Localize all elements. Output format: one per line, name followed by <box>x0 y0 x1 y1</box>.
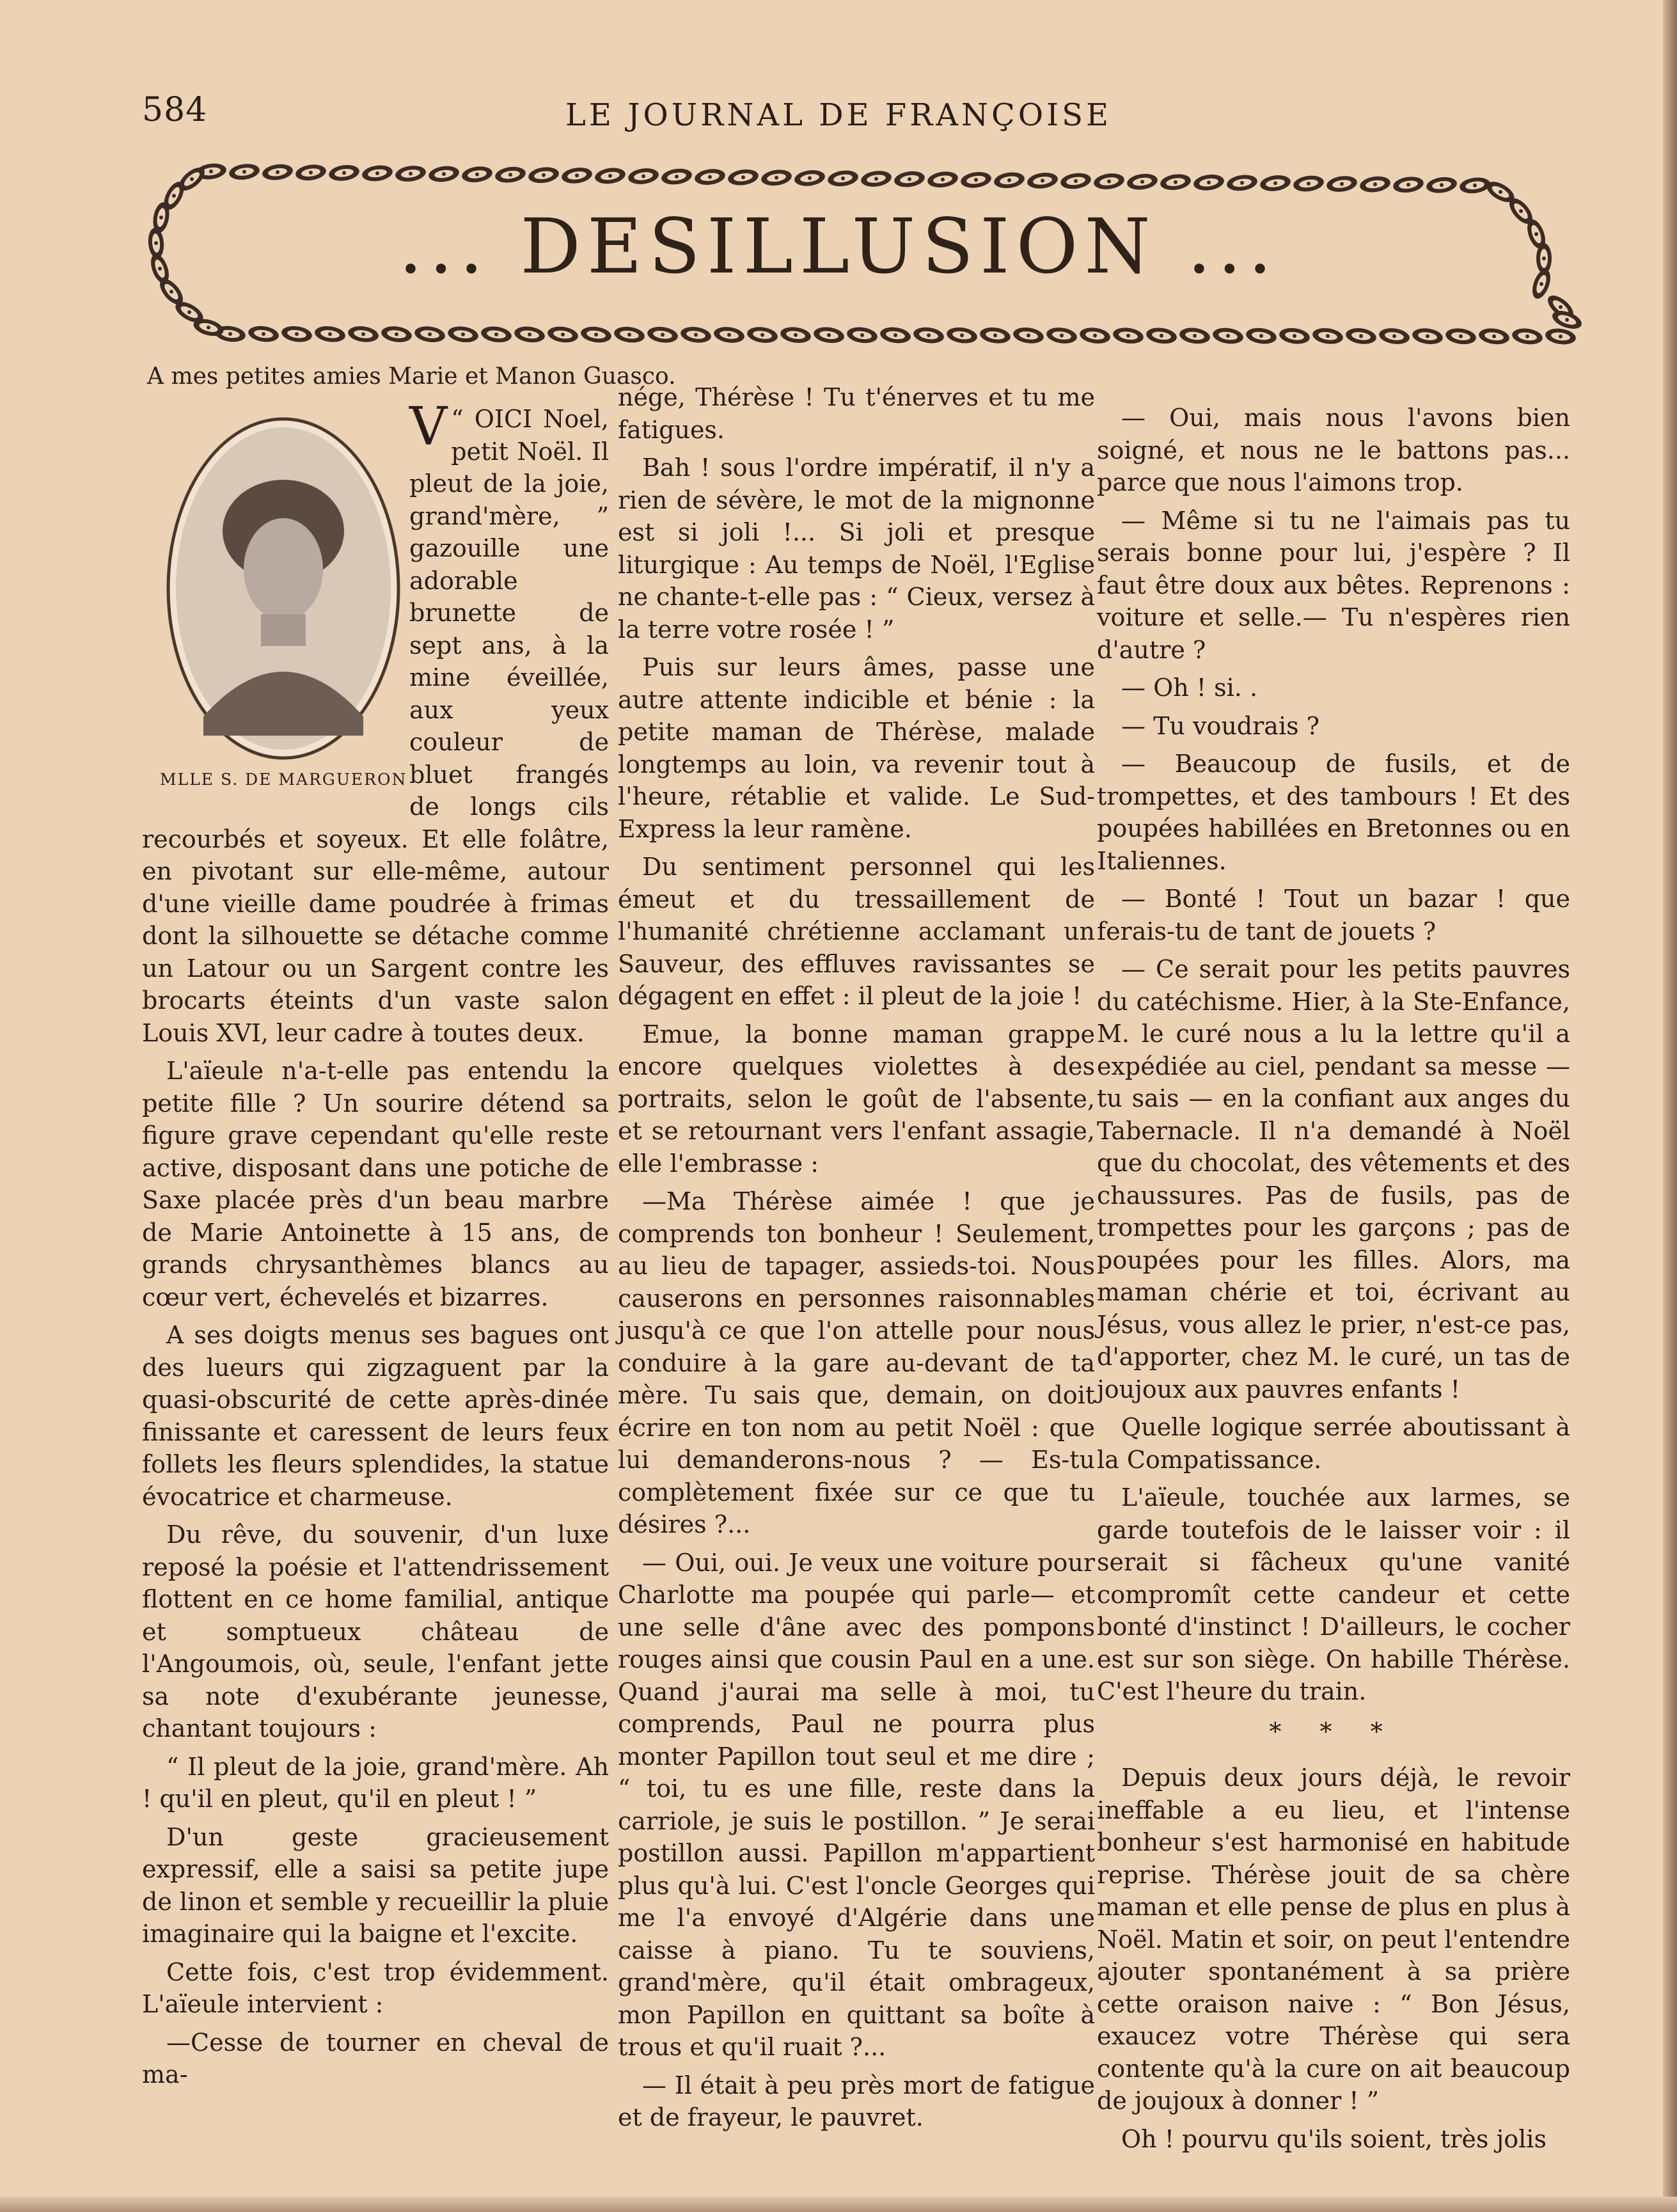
paragraph: — Même si tu ne l'aimais pas tu serais bonne pour lui, j'espère ? Il faut être doux aux bêtes. Reprenons : voiture et selle.— Tu n'espères rien d'autre ? <box>1097 506 1570 664</box>
laurel-leaf <box>561 166 594 185</box>
opening-quote: “ <box>451 405 464 433</box>
laurel-leaf <box>913 326 945 345</box>
laurel-leaf <box>1212 326 1245 345</box>
laurel-leaf <box>1259 173 1292 193</box>
laurel-leaf <box>580 325 613 344</box>
laurel-leaf <box>1226 173 1259 193</box>
laurel-leaf <box>528 166 560 185</box>
paragraph: nége, Thérèse ! Tu t'énerves et tu me fatigues. <box>618 383 1095 444</box>
laurel-leaf <box>993 171 1026 190</box>
paragraph: Quelle logique serrée aboutissant à la Compatissance. <box>1097 1413 1570 1474</box>
paragraph: — Oh ! si. . <box>1121 674 1258 702</box>
dedication: A mes petites amies Marie et Manon Guasco. <box>147 363 676 390</box>
laurel-leaf <box>879 326 912 345</box>
page-number: 584 <box>142 91 208 129</box>
column-1 <box>142 397 609 2117</box>
paragraph: Oh ! pourvu qu'ils soient, très jolis <box>1121 2124 1547 2153</box>
laurel-leaf <box>328 163 361 182</box>
paragraph: — Oui, oui. Je veux une voiture pour Charlotte ma poupée qui parle— et une selle d'âne avec des pompons rouges ainsi que cousin Paul en a une. Quand j'aurai ma selle à moi, tu comprends, Paul ne pourra plus monter Papillon tout seul et me dire ; “ toi, tu es une fille, reste dans la carriole, je suis le postillon. ” Je serai postillon aussi. Papillon m'appartient plus qu'à lui. C'est l'oncle Georges qui me l'a envoyé d'Algérie dans une caisse à piano. Tu te souviens, grand'mère, qu'il était ombrageux, mon Papillon en quittant sa boîte à trous et qu'il ruait ?... <box>618 1548 1095 2061</box>
laurel-leaf <box>1293 174 1325 193</box>
laurel-leaf <box>1160 172 1192 191</box>
laurel-leaf <box>846 326 879 345</box>
laurel-leaf <box>395 164 427 183</box>
laurel-leaf <box>1326 174 1358 193</box>
laurel-leaf <box>1459 176 1492 195</box>
laurel-leaf <box>381 324 413 344</box>
laurel-leaf <box>627 166 660 186</box>
paragraph: Depuis deux jours déjà, le revoir ineffable a eu lieu, et l'intense bonheur s'est harmonisé en habitude reprise. Thérèse jouit de sa chère maman et elle pense de plus en plus à Noël. Matin et soir, on peut l'entendre ajouter spontanément à sa prière cette oraison naive : “ Bon Jésus, exaucez votre Thérèse qui sera contente qu'à la cure on ait beaucoup de joujoux à donner ! ” <box>1097 1764 1570 2115</box>
laurel-leaf <box>480 325 513 344</box>
laurel-leaf <box>680 325 713 344</box>
paragraph: Cette fois, c'est trop évidemment. L'aïeule intervient : <box>142 1957 609 2018</box>
laurel-leaf <box>1426 175 1458 194</box>
laurel-leaf <box>1245 326 1278 345</box>
laurel-leaf <box>494 165 527 184</box>
laurel-leaf <box>694 167 727 186</box>
laurel-leaf <box>1079 326 1112 345</box>
laurel-leaf <box>314 324 347 344</box>
paragraph: Puis sur leurs âmes, passe une autre attente indicible et bénie : la petite maman de Thérèse, malade longtemps au loin, va revenir tout à l'heure, rétablie et valide. Le Sud-Express la leur ramène. <box>618 653 1095 843</box>
laurel-leaf <box>428 164 461 184</box>
paragraph: —Cesse de tourner en cheval de ma- <box>142 2028 609 2089</box>
paragraph: — Oui, mais nous l'avons bien soigné, et nous ne le battons pas... parce que nous l'aimons trop. <box>1097 404 1570 496</box>
laurel-leaf <box>295 163 327 182</box>
article-title: ... DESILLUSION ... <box>398 202 1279 290</box>
paragraph: “ Il pleut de la joie, grand'mère. Ah ! qu'il en pleut, qu'il en pleut ! ” <box>142 1752 609 1813</box>
laurel-leaf <box>1445 326 1477 345</box>
laurel-leaf <box>1179 326 1211 345</box>
laurel-frame-ornament <box>0 0 1677 384</box>
laurel-leaf <box>780 325 812 344</box>
laurel-leaf <box>1545 327 1577 346</box>
portrait-caption: MLLE S. DE MARGUERON <box>160 770 407 789</box>
laurel-leaf <box>594 166 627 186</box>
laurel-leaf <box>613 325 646 344</box>
paragraph: Du rêve, du souvenir, d'un luxe reposé la poésie et l'attendrissement flottent en ce home familial, antique et somptueux château de l'Angoumois, où, seule, l'enfant jette sa note d'exubérante jeunesse, chantant toujours : <box>142 1521 609 1742</box>
laurel-leaf <box>661 167 693 186</box>
laurel-leaf <box>860 169 893 188</box>
laurel-leaf <box>228 162 261 181</box>
laurel-leaf <box>927 170 959 189</box>
laurel-leaf <box>514 325 546 344</box>
laurel-leaf <box>827 169 860 188</box>
laurel-leaf <box>547 325 579 344</box>
laurel-leaf <box>647 325 679 344</box>
laurel-leaf <box>760 168 793 187</box>
laurel-leaf <box>1478 327 1511 346</box>
paragraph: Emue, la bonne maman grappe encore quelques violettes à des portraits, selon le goût de l'absente, et se retournant vers l'enfant assagie, elle l'embrasse : <box>618 1020 1095 1178</box>
laurel-leaf <box>946 326 979 345</box>
laurel-leaf <box>1279 326 1311 345</box>
laurel-leaf <box>813 326 846 345</box>
laurel-leaf <box>894 170 926 189</box>
paragraph: — Ce serait pour les petits pauvres du catéchisme. Hier, à la Ste-Enfance, M. le curé nous a lu la lettre qu'il a expédiée au ciel, pendant sa messe — tu sais — en la confiant aux anges du Tabernacle. Il n'a demandé à Noël que du chocolat, des vêtements et des chaussures. Pas de fusils, pas de trompettes pour les garçons ; pas de poupées pour les filles. Alors, ma maman chérie et toi, écrivant au Jésus, vous allez le prier, n'est-ce pas, d'apporter, chez M. le curé, un tas de joujoux aux pauvres enfants ! <box>1097 955 1570 1403</box>
paragraph: Du sentiment personnel qui les émeut et du tressaillement de l'humanité chrétienne acclamant un Sauveur, des effluves ravissantes se dégagent en effet : il pleut de la joie ! <box>618 853 1095 1010</box>
laurel-leaf <box>1112 326 1145 345</box>
laurel-leaf <box>1378 326 1411 345</box>
running-title: LE JOURNAL DE FRANÇOISE <box>565 97 1112 133</box>
laurel-leaf <box>1345 326 1378 345</box>
laurel-leaf <box>1312 326 1344 345</box>
laurel-leaf <box>414 324 446 344</box>
laurel-leaf <box>262 162 294 182</box>
paragraph: — Il était à peu près mort de fatigue et de frayeur, le pauvret. <box>618 2071 1095 2131</box>
laurel-leaf <box>794 168 826 187</box>
portrait-space <box>142 403 409 802</box>
laurel-leaf <box>281 324 313 344</box>
laurel-leaf <box>1027 171 1059 190</box>
paragraph: L'aïeule, touchée aux larmes, se garde toutefois de le laisser voir : il serait si fâcheux qu'une vanité compromît cette candeur et cette bonté d'instinct ! D'ailleurs, le cocher est sur son siège. On habille Thérèse. C'est l'heure du train. <box>1097 1483 1570 1705</box>
laurel-leaf <box>248 324 280 344</box>
laurel-leaf <box>713 325 746 344</box>
laurel-leaf <box>1093 171 1126 191</box>
laurel-leaf <box>347 324 380 344</box>
section-break-stars: * * * <box>1269 1717 1398 1746</box>
column-3 <box>1097 402 1570 2153</box>
laurel-leaf <box>1412 326 1444 345</box>
laurel-leaf <box>361 164 394 183</box>
laurel-leaf <box>1511 327 1544 346</box>
page-edge-bottom <box>0 2197 1677 2212</box>
laurel-leaf <box>1126 172 1159 191</box>
laurel-leaf <box>1146 326 1178 345</box>
laurel-leaf <box>1359 175 1392 194</box>
paragraph: — Beaucoup de fusils, et de trompettes, et des tambours ! Et des poupées habillées en Bretonnes ou en Italiennes. <box>1097 750 1570 875</box>
laurel-leaf <box>447 324 480 344</box>
laurel-leaf <box>1392 175 1425 194</box>
paragraph: — Tu voudrais ? <box>1121 711 1320 740</box>
paragraph: L'aïeule n'a-t-elle pas entendu la petite fille ? Un sourire détend sa figure grave cependant qu'elle reste active, disposant dans une potiche de Saxe placée près d'un beau marbre de Marie Antoinette à 15 ans, de grands chrysanthèmes blancs au cœur vert, échevelés et bizarres. <box>142 1057 609 1311</box>
paragraph: —Ma Thérèse aimée ! que je comprends ton bonheur ! Seulement, au lieu de tapager, assieds-toi. Nous causerons en personnes raisonnables jusqu'à ce que l'on attelle pour nous conduire à la gare au-devant de ta mère. Tu sais que, demain, on doit écrire en ton nom au petit Noël : que lui demanderons-nous ? — Es-tu complètement fixée sur ce que tu désires ?... <box>618 1187 1095 1538</box>
paragraph: A ses doigts menus ses bagues ont des lueurs qui zigzaguent par la quasi-obscurité de cette après-dinée finissante et caressent de leurs feux follets les fleurs splendides, la statue évocatrice et charmeuse. <box>142 1321 609 1511</box>
laurel-leaf <box>461 164 494 184</box>
column-2 <box>618 381 1095 2131</box>
laurel-leaf <box>746 325 779 344</box>
laurel-leaf <box>1193 173 1225 192</box>
laurel-leaf <box>1060 171 1092 191</box>
drop-cap: V <box>409 397 448 457</box>
laurel-leaf <box>727 168 760 187</box>
laurel-leaf <box>960 170 993 189</box>
laurel-leaf <box>979 326 1012 345</box>
laurel-leaf <box>1046 326 1078 345</box>
laurel-leaf <box>1012 326 1045 345</box>
paragraph: OICI Noel, petit Noël. Il pleut de la joie, grand'mère, ” gazouille une adorable brunette de sept ans, à la mine éveillée, aux yeux couleur de bluet frangés de longs cils recourbés et soyeux. Et elle folâtre, en pivotant sur elle-même, autour d'une vieille dame poudrée à frimas dont la silhouette se détache comme un Latour ou un Sargent contre les brocarts éteints d'un vaste salon Louis XVI, leur cadre à toutes deux. <box>142 405 609 1047</box>
paragraph: Bah ! sous l'ordre impératif, il n'y a rien de sévère, le mot de la mignonne est si joli !... Si joli et presque liturgique : Au temps de Noël, l'Eglise ne chante-t-elle pas : “ Cieux, versez à la terre votre rosée ! ” <box>618 454 1095 644</box>
paragraph: — Bonté ! Tout un bazar ! que ferais-tu de tant de jouets ? <box>1097 885 1570 945</box>
paragraph: D'un geste gracieusement expressif, elle a saisi sa petite jupe de linon et semble y recueillir la pluie imaginaire qui la baigne et l'excite. <box>142 1822 609 1948</box>
